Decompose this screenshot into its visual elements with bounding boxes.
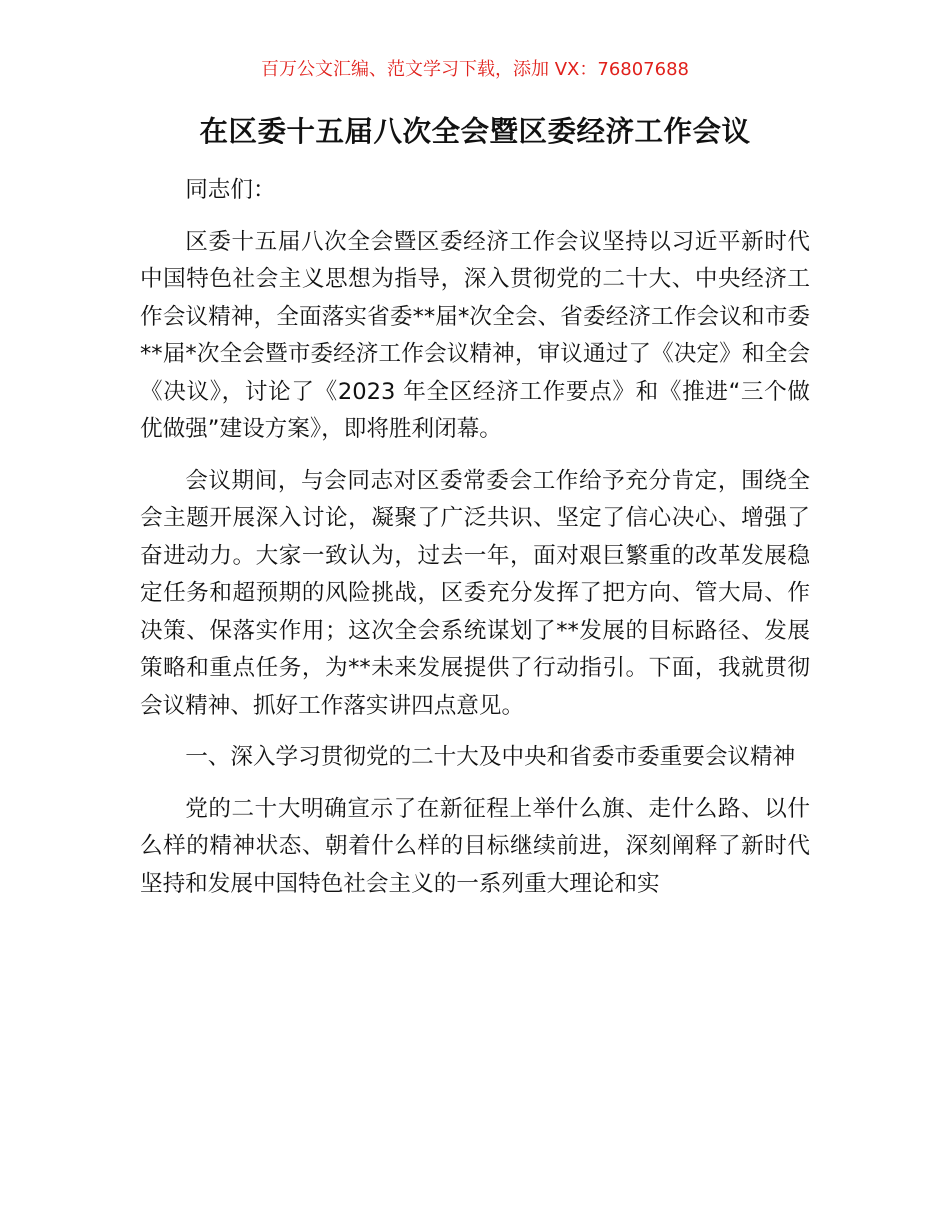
paragraph-intro: 区委十五届八次全会暨区委经济工作会议坚持以习近平新时代中国特色社会主义思想为指导，深入贯彻党的二十大、中央经济工作会议精神，全面落实省委**届*次全会、省委经济工作会议和市委**届*次全会暨市委经济工作会议精神，审议通过了《决定》和全会《决议》，讨论了《2023 年全区经济工作要点》和《推进“三个做优做强”建设方案》，即将胜利闭幕。 xyxy=(140,228,810,442)
paragraph-meeting-review: 会议期间，与会同志对区委常委会工作给予充分肯定，围绕全会主题开展深入讨论，凝聚了广泛共识、坚定了信心决心、增强了奋进动力。大家一致认为，过去一年，面对艰巨繁重的改革发展稳定任务和超预期的风险挑战，区委充分发挥了把方向、管大局、作决策、保落实作用；这次全会系统谋划了**发展的目标路径、发展策略和重点任务，为**未来发展提供了行动指引。下面，我就贯彻会议精神、抓好工作落实讲四点意见。 xyxy=(140,467,810,719)
salutation: 同志们： xyxy=(185,177,276,203)
document-body xyxy=(140,172,810,917)
page-title: 在区委十五届八次全会暨区委经济工作会议 xyxy=(199,115,751,148)
paragraph-section-1: 党的二十大明确宣示了在新征程上举什么旗、走什么路、以什么样的精神状态、朝着什么样的目标继续前进，深刻阐释了新时代坚持和发展中国特色社会主义的一系列重大理论和实 xyxy=(140,795,810,897)
section-heading-1: 一、深入学习贯彻党的二十大及中央和省委市委重要会议精神 xyxy=(185,744,796,770)
watermark-banner: 百万公文汇编、范文学习下载，添加 VX：76807688 xyxy=(261,59,689,80)
